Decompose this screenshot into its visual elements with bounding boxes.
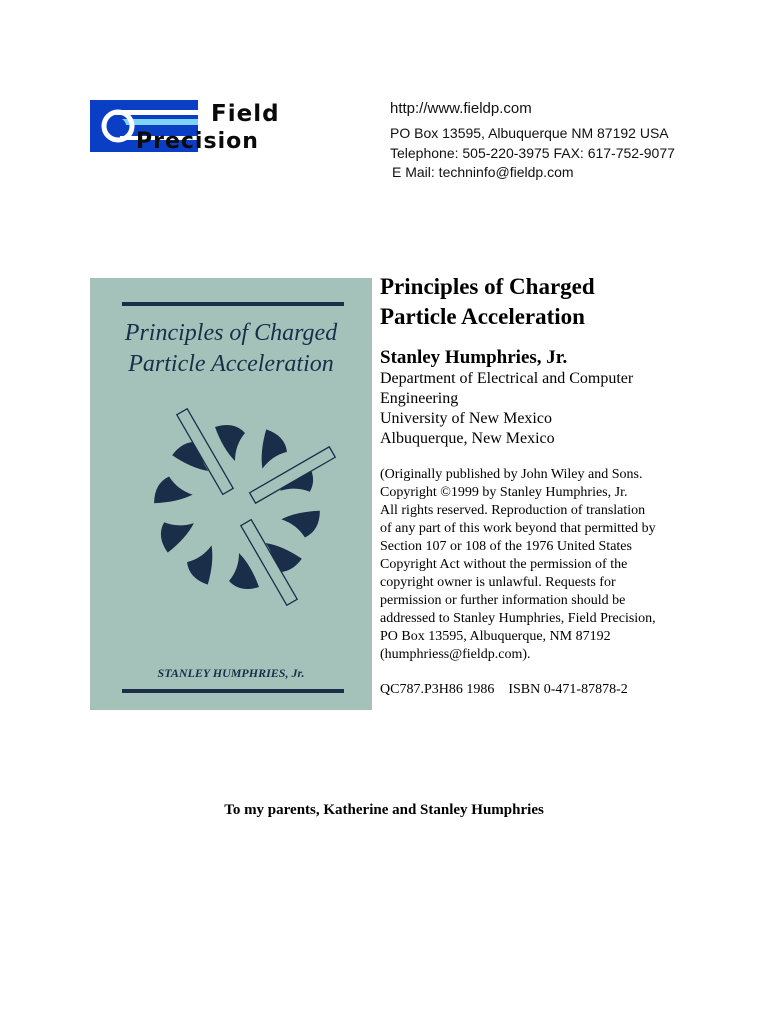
copyright-notice <box>380 466 740 664</box>
copyright-line: Copyright Act without the permission of the <box>380 557 628 572</box>
field-precision-logo <box>90 100 290 152</box>
copyright-line: addressed to Stanley Humphries, Field Precision, <box>380 611 656 626</box>
cover-author: STANLEY HUMPHRIES, Jr. <box>157 666 305 680</box>
logo-word-precision: Precision <box>136 129 259 152</box>
book-title-line2: Particle Acceleration <box>380 304 585 329</box>
website-link[interactable]: http://www.fieldp.com <box>390 100 532 117</box>
affiliation-line: Engineering <box>380 390 459 407</box>
copyright-line: Copyright ©1999 by Stanley Humphries, Jr. <box>380 485 628 500</box>
copyright-line: of any part of this work beyond that permitted by <box>380 521 656 536</box>
cover-title-line1: Principles of Charged <box>124 320 338 346</box>
copyright-line: PO Box 13595, Albuquerque, NM 87192 <box>380 629 611 644</box>
book-cover-image <box>90 278 372 710</box>
affiliation-line: University of New Mexico <box>380 410 552 427</box>
author-affiliation <box>380 369 740 449</box>
logo-ring-inner <box>110 118 126 134</box>
book-title <box>380 272 740 332</box>
copyright-line: (Originally published by John Wiley and Sons. <box>380 467 643 482</box>
affiliation-line: Albuquerque, New Mexico <box>380 430 555 447</box>
copyright-line: All rights reserved. Reproduction of translation <box>380 503 646 518</box>
copyright-line: copyright owner is unlawful. Requests for <box>380 575 616 590</box>
copyright-line: permission or further information should be <box>380 593 626 608</box>
copyright-line: Section 107 or 108 of the 1976 United States <box>380 539 632 554</box>
copyright-line: (humphriess@fieldp.com). <box>380 647 531 662</box>
cover-bottom-rule <box>122 689 344 693</box>
cover-title-line2: Particle Acceleration <box>128 351 334 377</box>
cover-top-rule <box>122 302 344 306</box>
email-address: E Mail: techninfo@fieldp.com <box>392 164 574 180</box>
book-info <box>380 272 740 699</box>
book-author: Stanley Humphries, Jr. <box>380 347 568 368</box>
dedication: To my parents, Katherine and Stanley Humphries <box>224 802 544 818</box>
affiliation-line: Department of Electrical and Computer <box>380 370 634 387</box>
catalog-isbn: QC787.P3H86 1986 ISBN 0-471-87878-2 <box>380 682 628 697</box>
postal-address: PO Box 13595, Albuquerque NM 87192 USA <box>390 125 669 141</box>
logo-word-field: Field <box>211 101 280 127</box>
phone-fax: Telephone: 505-220-3975 FAX: 617-752-9077 <box>390 145 675 161</box>
book-title-line1: Principles of Charged <box>380 274 595 299</box>
